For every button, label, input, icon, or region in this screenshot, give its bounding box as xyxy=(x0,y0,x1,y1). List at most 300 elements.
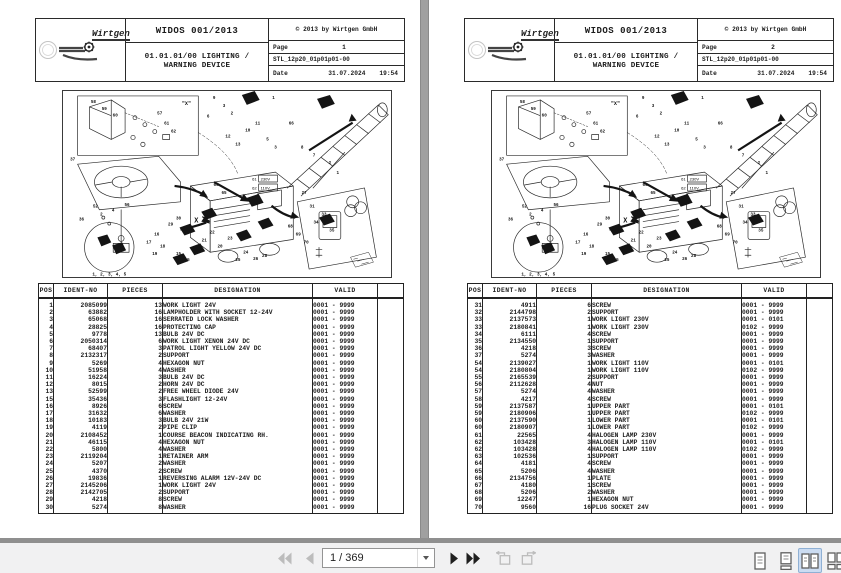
view-marker-label: X xyxy=(623,217,628,226)
table-row xyxy=(39,352,404,359)
continuous-view-button[interactable] xyxy=(774,548,798,573)
valid-cell: 0001 - 9999 xyxy=(742,298,807,309)
part-callout: 5 xyxy=(695,137,698,143)
ident-no-cell: 35436 xyxy=(54,396,108,403)
valid-cell: 0001 - 9999 xyxy=(742,374,807,381)
part-callout: 5 xyxy=(187,258,190,264)
designation-cell: SUPPORT xyxy=(592,338,742,345)
ident-no-cell: 46115 xyxy=(54,439,108,446)
pieces-cell: 1 xyxy=(537,417,592,424)
pos-cell: 35 xyxy=(468,338,483,345)
pieces-cell: 3 xyxy=(108,417,163,424)
page-indicator-value: 1 / 369 xyxy=(330,552,364,564)
part-callout: 52 xyxy=(92,204,98,210)
pos-cell: 11 xyxy=(39,374,54,381)
valid-cell: 0001 - 0101 xyxy=(742,439,807,446)
designation-cell: WORK LIGHT 230V xyxy=(592,316,742,323)
empty-cell xyxy=(378,298,404,309)
empty-cell xyxy=(378,410,404,417)
valid-cell: 0001 - 9999 xyxy=(313,396,378,403)
pos-cell: 12 xyxy=(39,381,54,388)
detail-inset-label: "X" xyxy=(610,100,621,107)
part-callout: 16 xyxy=(154,232,160,238)
table-row xyxy=(468,316,833,323)
part-callout: 68 xyxy=(287,224,293,230)
designation-cell: SCREW xyxy=(163,468,313,475)
part-callout: 5 xyxy=(266,137,269,143)
pieces-cell: 4 xyxy=(537,432,592,439)
empty-cell xyxy=(378,309,404,316)
file-code: STL_12p20_01p01p01-00 xyxy=(698,54,833,66)
empty-cell xyxy=(378,338,404,345)
ident-no-cell: 4217 xyxy=(483,396,537,403)
part-callout: 25 xyxy=(664,258,670,264)
ident-no-cell: 2108452 xyxy=(54,432,108,439)
next-page-icon xyxy=(450,552,459,565)
pieces-cell: 1 xyxy=(537,338,592,345)
table-row xyxy=(39,496,404,503)
table-row xyxy=(468,417,833,424)
pieces-cell: 4 xyxy=(537,396,592,403)
table-header-row xyxy=(468,284,833,299)
pieces-cell: 16 xyxy=(537,504,592,514)
pos-cell: 8 xyxy=(39,352,54,359)
empty-cell xyxy=(378,374,404,381)
table-row xyxy=(39,468,404,475)
pos-cell: 54 xyxy=(468,360,483,367)
part-callout: 58 xyxy=(90,99,96,105)
part-callout: 9 xyxy=(212,95,216,101)
designation-cell: LOWER PART xyxy=(592,424,742,431)
valid-cell: 0001 - 9999 xyxy=(313,424,378,431)
document-title: WIDOS 001/2013 xyxy=(555,19,697,43)
page-number-row xyxy=(698,41,833,54)
part-callout: 36 xyxy=(508,217,514,223)
continuous-view-icon xyxy=(779,552,793,570)
voltage-callout-number: 61 xyxy=(681,176,686,182)
pos-cell: 58 xyxy=(468,396,483,403)
designation-cell: PATROL LIGHT YELLOW 24V DC xyxy=(163,345,313,352)
date-label: Date xyxy=(273,70,288,77)
designation-cell: NUT xyxy=(592,381,742,388)
table-row xyxy=(468,338,833,345)
valid-cell: 0001 - 9999 xyxy=(742,475,807,482)
table-row xyxy=(39,460,404,467)
part-callout: 7 xyxy=(312,153,316,159)
page-indicator-input[interactable] xyxy=(322,548,435,568)
pieces-cell: 1 xyxy=(537,367,592,374)
part-callout: 58 xyxy=(519,99,525,105)
part-callout: 2 xyxy=(328,161,332,167)
ident-no-cell: 6111 xyxy=(483,331,537,338)
pos-cell: 18 xyxy=(39,417,54,424)
part-callout: 12 xyxy=(654,134,660,140)
col-header-valid: VALID xyxy=(742,284,807,299)
pieces-cell: 4 xyxy=(537,388,592,395)
empty-cell xyxy=(807,504,833,514)
designation-cell: WORK LIGHT 110V xyxy=(592,360,742,367)
pieces-cell: 3 xyxy=(537,352,592,359)
table-row xyxy=(468,424,833,431)
empty-cell xyxy=(378,345,404,352)
table-row xyxy=(468,504,833,514)
designation-cell: LAMPHOLDER WITH SOCKET 12-24V xyxy=(163,309,313,316)
empty-cell xyxy=(807,417,833,424)
part-callout: 62 xyxy=(171,129,177,135)
designation-cell: WORK LIGHT XENON 24V DC xyxy=(163,338,313,345)
designation-cell: WORK LIGHT 24V xyxy=(163,482,313,489)
part-callout: 9 xyxy=(641,95,645,101)
part-callout: 20 xyxy=(646,244,652,250)
part-callout: 19 xyxy=(152,252,158,258)
ident-no-cell: 63882 xyxy=(54,309,108,316)
machine-diagram xyxy=(62,90,392,278)
ident-no-cell: 4119 xyxy=(54,424,108,431)
part-callout: 2 xyxy=(757,161,761,167)
document-page-1 xyxy=(0,0,420,539)
part-callout: 11 xyxy=(684,121,690,127)
pieces-cell: 4 xyxy=(537,381,592,388)
pos-cell: 66 xyxy=(468,475,483,482)
empty-cell xyxy=(378,381,404,388)
part-callout: 1 xyxy=(272,95,275,101)
part-callout: 27 xyxy=(301,190,307,196)
pieces-cell: 6 xyxy=(108,410,163,417)
next-page-button[interactable] xyxy=(446,551,462,565)
designation-cell: SUPPORT xyxy=(592,453,742,460)
ident-no-cell: 4370 xyxy=(54,468,108,475)
pos-cell: 70 xyxy=(468,504,483,514)
view-marker-label: X xyxy=(194,217,199,226)
ident-no-cell: 2139027 xyxy=(483,360,537,367)
info-cell xyxy=(269,19,404,81)
empty-cell xyxy=(807,424,833,431)
empty-cell xyxy=(378,403,404,410)
part-callout: 70 xyxy=(303,240,309,246)
part-callout: 10 xyxy=(674,128,680,134)
valid-cell: 0001 - 9999 xyxy=(313,417,378,424)
valid-cell: 0001 - 9999 xyxy=(313,453,378,460)
parts-table xyxy=(38,283,403,514)
part-callout: 61 xyxy=(593,121,599,127)
ident-no-cell: 2165539 xyxy=(483,374,537,381)
part-callout: 8 xyxy=(300,145,304,151)
parts-table xyxy=(467,283,832,514)
empty-cell xyxy=(378,316,404,323)
empty-cell xyxy=(807,338,833,345)
part-callout: 62 xyxy=(600,129,606,135)
ident-no-cell: 8926 xyxy=(54,403,108,410)
valid-cell: 0001 - 9999 xyxy=(313,309,378,316)
designation-cell: SUPPORT xyxy=(163,352,313,359)
first-page-icon xyxy=(276,552,292,565)
pos-cell: 17 xyxy=(39,410,54,417)
pieces-cell: 1 xyxy=(108,453,163,460)
part-callout: 18 xyxy=(589,244,595,250)
part-callout: 1 xyxy=(765,171,769,177)
table-row xyxy=(468,446,833,453)
ident-no-cell: 5269 xyxy=(54,360,108,367)
ident-no-cell: 8015 xyxy=(54,381,108,388)
part-callout: 3 xyxy=(651,103,655,109)
table-row xyxy=(39,374,404,381)
pieces-cell: 16 xyxy=(108,309,163,316)
pieces-cell: 2 xyxy=(108,460,163,467)
voltage-callout-number: 62 xyxy=(681,185,686,191)
pos-cell: 60 xyxy=(468,417,483,424)
part-callout: 17 xyxy=(575,240,581,246)
designation-cell: WORK LIGHT 24V xyxy=(163,298,313,309)
empty-cell xyxy=(378,504,404,514)
table-row xyxy=(39,424,404,431)
ident-no-cell: 2145206 xyxy=(54,482,108,489)
logo-cell xyxy=(36,19,130,81)
time-value: 19:54 xyxy=(808,70,827,77)
empty-cell xyxy=(378,432,404,439)
part-callout: 69 xyxy=(295,232,301,238)
part-callout: 20 xyxy=(217,244,223,250)
pieces-cell: 13 xyxy=(108,298,163,309)
col-header-designation: DESIGNATION xyxy=(163,284,313,299)
pieces-cell: 1 xyxy=(537,410,592,417)
table-row xyxy=(39,309,404,316)
pos-cell: 10 xyxy=(39,367,54,374)
empty-cell xyxy=(807,432,833,439)
empty-cell xyxy=(807,324,833,331)
col-header-ident-no: IDENT-NO xyxy=(483,284,537,299)
single-page-view-icon xyxy=(753,552,767,570)
designation-cell: PLATE xyxy=(592,475,742,482)
part-callout: 29 xyxy=(168,222,174,228)
pos-cell: 15 xyxy=(39,396,54,403)
exploded-view-drawing xyxy=(492,91,820,277)
ident-no-cell: 4218 xyxy=(483,345,537,352)
pieces-cell: 1 xyxy=(537,360,592,367)
table-row xyxy=(39,367,404,374)
empty-cell xyxy=(807,331,833,338)
table-row xyxy=(468,460,833,467)
table-row xyxy=(468,482,833,489)
previous-view-button[interactable] xyxy=(496,551,512,565)
part-callout: 16 xyxy=(583,232,589,238)
ident-no-cell: 65068 xyxy=(54,316,108,323)
valid-cell: 0001 - 9999 xyxy=(313,367,378,374)
table-row xyxy=(468,324,833,331)
pieces-cell: 16 xyxy=(108,324,163,331)
part-callout: 1 xyxy=(336,171,340,177)
valid-cell: 0001 - 9999 xyxy=(313,489,378,496)
table-row xyxy=(468,475,833,482)
pieces-cell: 2 xyxy=(108,424,163,431)
part-callout: 24 xyxy=(243,250,249,256)
page-header-box xyxy=(35,18,405,82)
pos-cell: 33 xyxy=(468,316,483,323)
pos-cell: 9 xyxy=(39,360,54,367)
ident-no-cell: 103428 xyxy=(483,439,537,446)
table-row xyxy=(39,403,404,410)
part-callout: 24 xyxy=(672,250,678,256)
pos-cell: 61 xyxy=(468,432,483,439)
section-title xyxy=(126,43,268,81)
voltage-label: 230V xyxy=(689,176,700,182)
last-page-button[interactable] xyxy=(466,551,482,565)
part-callout: 25 xyxy=(235,258,241,264)
part-callout: 11 xyxy=(255,121,261,127)
designation-cell: BULB 24V DC xyxy=(163,374,313,381)
valid-cell: 0001 - 9999 xyxy=(313,475,378,482)
part-callout: 34 xyxy=(742,220,748,226)
valid-cell: 0001 - 9999 xyxy=(742,381,807,388)
empty-cell xyxy=(807,374,833,381)
empty-cell xyxy=(378,453,404,460)
pieces-cell: 4 xyxy=(537,468,592,475)
ident-no-cell: 4911 xyxy=(483,298,537,309)
part-callout: 34 xyxy=(313,220,319,226)
pos-cell: 24 xyxy=(39,460,54,467)
pos-cell: 62 xyxy=(468,439,483,446)
pieces-cell: 1 xyxy=(537,403,592,410)
pieces-cell: 1 xyxy=(537,496,592,503)
pieces-cell: 6 xyxy=(108,338,163,345)
previous-page-icon xyxy=(305,552,314,565)
page-separator xyxy=(420,0,429,543)
pos-cell: 69 xyxy=(468,496,483,503)
valid-cell: 0001 - 9999 xyxy=(313,496,378,503)
pieces-cell: 1 xyxy=(537,424,592,431)
empty-cell xyxy=(807,360,833,367)
ident-no-cell: 19836 xyxy=(54,475,108,482)
ident-no-cell: 5206 xyxy=(483,468,537,475)
pieces-cell: 2 xyxy=(108,352,163,359)
ident-no-cell: 2180907 xyxy=(483,424,537,431)
previous-page-button[interactable] xyxy=(301,551,317,565)
date-row xyxy=(698,66,833,81)
part-callout: 29 xyxy=(597,222,603,228)
date-value: 31.07.2024 xyxy=(757,70,795,77)
pieces-cell: 2 xyxy=(108,468,163,475)
pos-cell: 55 xyxy=(468,374,483,381)
facing-continuous-view-button[interactable] xyxy=(824,548,841,573)
first-page-button[interactable] xyxy=(276,551,292,565)
designation-cell: SERRATED LOCK WASHER xyxy=(163,316,313,323)
pieces-cell: 1 xyxy=(537,475,592,482)
pos-cell: 59 xyxy=(468,410,483,417)
section-title-line2: WARNING DEVICE xyxy=(163,62,231,70)
ident-no-cell: 5800 xyxy=(54,446,108,453)
copyright-text: © 2013 by Wirtgen GmbH xyxy=(269,19,404,41)
valid-cell: 0001 - 9999 xyxy=(313,439,378,446)
part-callout: 64 xyxy=(213,182,219,188)
pos-cell: 25 xyxy=(39,468,54,475)
empty-cell xyxy=(807,475,833,482)
designation-cell: SCREW xyxy=(163,403,313,410)
ident-no-cell: 28825 xyxy=(54,324,108,331)
col-header-pieces: PIECES xyxy=(108,284,163,299)
detail-inset-label: "X" xyxy=(181,100,192,107)
pos-cell: 56 xyxy=(468,381,483,388)
title-cell xyxy=(126,19,269,81)
part-callout: 21 xyxy=(630,238,636,244)
designation-cell: WASHER xyxy=(163,446,313,453)
empty-cell xyxy=(807,403,833,410)
pos-cell: 32 xyxy=(468,309,483,316)
empty-cell xyxy=(378,468,404,475)
pos-cell: 27 xyxy=(39,482,54,489)
facing-view-button[interactable] xyxy=(798,548,822,573)
part-callout: 6 xyxy=(206,114,210,120)
part-callout: 68 xyxy=(716,224,722,230)
table-row xyxy=(39,396,404,403)
document-title: WIDOS 001/2013 xyxy=(126,19,268,43)
designation-cell: WORK LIGHT 110V xyxy=(592,367,742,374)
time-value: 19:54 xyxy=(379,70,398,77)
table-row xyxy=(468,410,833,417)
part-callout: 59 xyxy=(530,106,536,112)
pieces-cell: 8 xyxy=(108,504,163,514)
ident-no-cell: 22565 xyxy=(483,432,537,439)
table-row xyxy=(39,360,404,367)
table-row xyxy=(39,381,404,388)
pos-cell: 62 xyxy=(468,446,483,453)
designation-cell: WASHER xyxy=(163,410,313,417)
table-header-row xyxy=(39,284,404,299)
part-callout: 4 xyxy=(111,208,115,214)
ident-no-cell: 4180 xyxy=(483,482,537,489)
empty-cell xyxy=(807,316,833,323)
pos-cell: 64 xyxy=(468,460,483,467)
ident-no-cell: 2134550 xyxy=(483,338,537,345)
ident-no-cell: 31632 xyxy=(54,410,108,417)
machine-diagram xyxy=(491,90,821,278)
part-callout: 57 xyxy=(586,111,592,117)
part-callout: 22 xyxy=(638,230,644,236)
table-row xyxy=(468,331,833,338)
ident-no-cell: 2137590 xyxy=(483,417,537,424)
facing-continuous-view-icon xyxy=(827,552,841,570)
table-row xyxy=(468,388,833,395)
table-row xyxy=(468,374,833,381)
date-label: Date xyxy=(702,70,717,77)
part-callout: 8 xyxy=(729,145,733,151)
designation-cell: HEXAGON NUT xyxy=(163,360,313,367)
table-row xyxy=(39,475,404,482)
pos-cell: 36 xyxy=(468,345,483,352)
next-view-icon xyxy=(520,551,536,566)
valid-cell: 0001 - 9999 xyxy=(742,309,807,316)
brand-name: Wirtgen xyxy=(92,29,130,39)
ident-no-cell: 9560 xyxy=(483,504,537,514)
empty-cell xyxy=(378,460,404,467)
pos-cell: 23 xyxy=(39,453,54,460)
pieces-cell: 4 xyxy=(537,331,592,338)
ident-no-cell: 2137587 xyxy=(483,403,537,410)
page-dropdown-arrow-icon[interactable] xyxy=(417,549,434,567)
part-callout: 57 xyxy=(157,111,163,117)
next-view-button[interactable] xyxy=(520,551,536,565)
single-page-view-button[interactable] xyxy=(748,548,772,573)
pos-cell: 65 xyxy=(468,468,483,475)
valid-cell: 0001 - 9999 xyxy=(313,316,378,323)
pieces-cell: 1 xyxy=(108,475,163,482)
facing-view-icon xyxy=(801,552,819,570)
valid-cell: 0102 - 9999 xyxy=(742,410,807,417)
empty-cell xyxy=(378,396,404,403)
document-page-2 xyxy=(429,0,841,539)
pieces-cell: 13 xyxy=(108,331,163,338)
pieces-cell: 4 xyxy=(537,460,592,467)
ident-no-cell: 68407 xyxy=(54,345,108,352)
pieces-cell: 4 xyxy=(108,367,163,374)
